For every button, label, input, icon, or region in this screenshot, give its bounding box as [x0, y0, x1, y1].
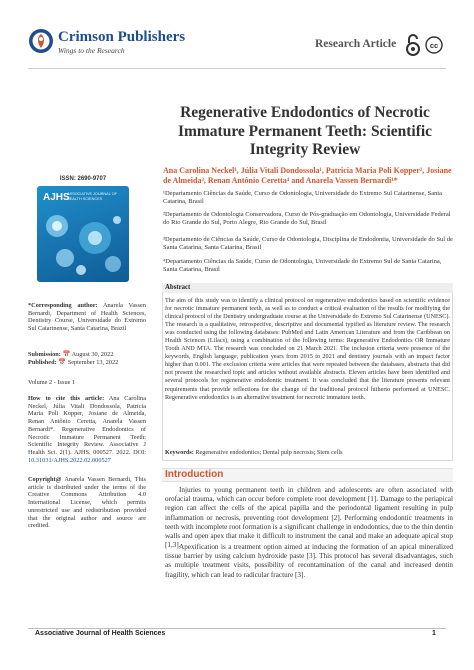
article-type-label: Research Article	[315, 38, 397, 50]
crimson-publishers-logo-icon[interactable]	[28, 28, 54, 54]
affiliation-3: ³Departamento de Ciências da Saúde, Curso de Odontologia, Disciplina de Endodontia, Universidade do Sul de Santa Catarina, Santa Catarina, Brasil	[163, 236, 453, 252]
copyright-label: Copyright@	[28, 476, 62, 483]
article-title: Regenerative Endodontics of Necrotic Immature Permanent Teeth: Scientific Integrity Review	[177, 104, 433, 158]
corresponding-author-text: Anarela Vassen Bernardi, Department of Health Sciences, Dentistry Course, Universidade do Extremo Sul Catarinense, Santa Catarina, Brazil	[28, 302, 146, 333]
page-number: 1	[432, 630, 436, 637]
open-access-lock-icon[interactable]	[405, 33, 421, 57]
creative-commons-symbol: cc	[429, 41, 439, 50]
introduction-paragraph-2: Apexification is a treatment option aimed at inducing the formation of an apical mineralized tissue barrier by using calcium hydroxide paste [3]. This protocol has several disadvantages, such as multiple treatment visits, possibility of recontamination of the canal and increased dentin fragility, which can lead to radicular fracture [3].	[165, 543, 453, 579]
footer-journal-name: Associative Journal of Health Sciences	[35, 630, 166, 637]
publisher-tagline: Wings to the Research	[58, 46, 125, 55]
citation-label: How to cite this article:	[28, 395, 105, 402]
cover-illustration	[37, 206, 129, 282]
affiliation-1: ¹Departamento Ciências da Saúde, Curso de Odontologia, Universidade do Extremo Sul Catarinense, Santa Catarina, Brasil	[163, 190, 443, 206]
keywords	[165, 449, 450, 456]
calendar-icon: 📅	[58, 358, 67, 366]
submission-label: Submission:	[28, 351, 61, 358]
page-header	[0, 0, 474, 78]
corresponding-author	[28, 302, 146, 333]
issn-label: ISSN: 2690-9707	[59, 176, 107, 182]
footer-divider	[28, 628, 446, 629]
submission-date: August 30, 2022	[71, 351, 114, 358]
published-date: September 13, 2022	[67, 358, 119, 366]
keywords-text: Regenerative endodontics; Dental pulp necrosis; Stem cells	[195, 449, 343, 456]
volume-issue: Volume 2 - Issue 1	[28, 379, 76, 386]
journal-cover-image[interactable]	[37, 186, 129, 282]
cover-journal-logo: AJHS	[43, 192, 70, 203]
corresponding-author-label: *Corresponding author:	[28, 302, 98, 309]
citation-block	[28, 395, 146, 464]
affiliation-4: ⁴Departamento Ciências da Saúde, Curso de Odontologia, Universidade do Extremo Sul de Santa Catarina, Santa Catarina, Brasil	[163, 258, 442, 274]
abstract-header-bar	[162, 283, 453, 293]
article-dates	[28, 351, 146, 366]
doi-label: DOI:	[133, 448, 147, 456]
abstract-text: The aim of this study was to identify a clinical protocol on regenerative endodontics based on scientific evidence for necrotic immature permanent teeth, as well as to conduct a critical evaluation of the results for modifying the clinical protocol of the Dentistry undergraduate course at the Universidade do Extremo Sul Catarinense (UNESC). The research is a qualitative, retrospective, descriptive and documental typified as literature review. The research was conducted using the following databases: PubMed and Latin American Literature and from the Caribbean on Health Sciences (Lilacs), using a combination of the following terms: Regenerative Endodontics OR Immature Tooth AND MTA. The research was concluded on 21 March 2021. The inclusion criteria were presence of the keywords, English language, publication years from 2015 to 2021 and dentistry journals with an impact factor higher than 0.001. The exclusion criteria were articles that were repeated between the databases, abstracts that did not present the researched topic and articles without available abstracts. Eleven articles have been identified and several protocols for regenerative endodontic treatment. It was concluded that the literature presents relevant requirements that provide reflections for the change of the traditional protocol hitherto performed at UNESC. Regenerative endodontics is an alternative treatment for necrotic immature teeth.	[165, 297, 450, 401]
header-divider	[28, 68, 446, 69]
copyright-text: Anarela Vassen Bernardi, This article is distributed under the terms of the Creative Commons Attribution 4.0 International License, which permits unrestricted use and redistribution provided that the original author and source are credited.	[28, 476, 146, 530]
introduction-heading: Introduction	[165, 469, 224, 480]
citation-text: Ana Carolina Neckel, Júlia Vitali Dondossola, Patricia Maria Poli Kopper, Josiane de Almeida, Renan Antônio Ceretta, Anarela Vassen Bernardi*. Regenerative Endodontics of Necrotic Immature Permanent Teeth: Scientific Integrity Review. Associative J Health Sci. 2(1). AJHS. 000527. 2022.	[28, 395, 146, 456]
copyright-block	[28, 476, 146, 530]
calendar-icon: 📅	[62, 351, 71, 358]
published-label: Published:	[28, 358, 57, 366]
keywords-label: Keywords:	[165, 449, 194, 456]
affiliation-2: ²Departamento de Odontologia Conservadora, Curso de Pós-graduação em Odontologia, Universidade Federal do Rio Grande do Sul, Porto Alegre, Rio Grande do Sul, Brasil	[163, 211, 451, 227]
cover-journal-name: ASSOCIATIVE JOURNAL OF HEALTH SCIENCES	[67, 192, 118, 201]
author-list: Ana Carolina Neckel¹, Júlia Vitali Dondossola¹, Patricia Maria Poli Kopper², Josiane de Almeida³, Renan Antônio Ceretta⁴ and Anarela Vassen Bernardi¹*	[163, 166, 452, 185]
abstract-heading: Abstract	[165, 284, 191, 291]
creative-commons-icon[interactable]	[425, 36, 443, 54]
introduction-paragraph-1: Injuries to young permanent teeth in children and adolescents are often associated with orofacial trauma, which can occur before complete root development [1]. Damage to the periapical region can affect the cells of the apical papilla and the periodontal ligament resulting in pulp inflammation or necrosis, preventing root development [2]. Performing endodontic treatments in teeth with incomplete root formation is a significant challenge in endodontics, due to the thin dentin walls and open apex that make it difficult to instrument the canal and make an adequate apical stop [1,3].	[165, 486, 453, 550]
publisher-name[interactable]: Crimson Publishers	[58, 29, 186, 45]
doi-link[interactable]: 10.31031/AJHS.2022.02.000527	[28, 456, 111, 464]
